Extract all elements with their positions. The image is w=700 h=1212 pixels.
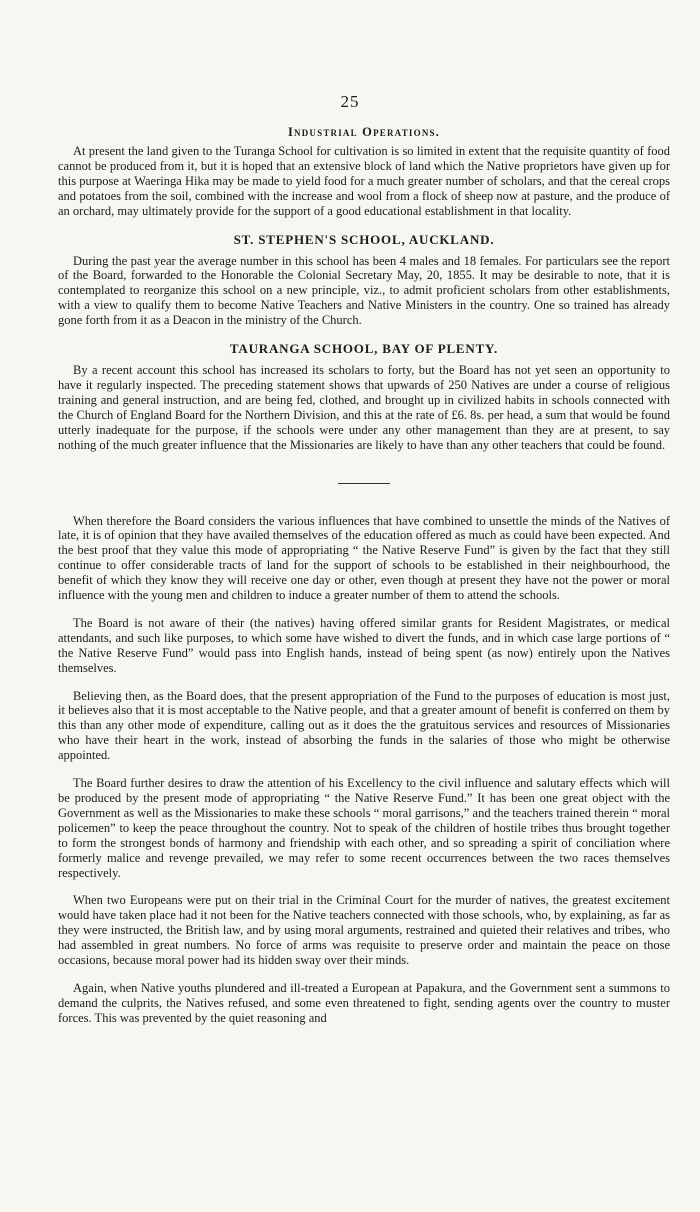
paragraph-civil-influence: The Board further desires to draw the attention of his Excellency to the civil influence and salutary effects which will be produced by the present mode of appropriating “ the Native Reserve Fund.” It has been one great object with the Government as well as the Missionaries to make these schools “ moral garrisons,” and the teachers trained therein “ moral policemen” to keep the peace throughout the country. Not to speak of the children of hostile tribes thus brought together to form the strongest bonds of harmony and friendship with each other, and so spreading a spirit of conciliation where formerly malice and revenge prevailed, we may refer to some recent occurrences between the two races themselves respectively. (58, 776, 670, 880)
paragraph-criminal-court: When two Europeans were put on their trial in the Criminal Court for the murder of natives, the greatest excitement would have taken place had it not been for the Native teachers connected with those schools, who, by explaining, as far as they were instructed, the British law, and by using moral arguments, restrained and quieted their relatives and tribes, who had assembled in great numbers. No force of arms was requisite to preserve order and maintain the peace on those occasions, because moral power had its hidden sway over their minds. (58, 893, 670, 968)
paragraph-board-considers: When therefore the Board considers the various influences that have combined to unsettle the minds of the Natives of late, it is of opinion that they have availed themselves of the education offered as much as could have been expected. And the best proof that they value this mode of appropriating “ the Native Reserve Fund” is given by the fact that they still continue to offer considerable tracts of land for the support of schools to be established in their neighbourhood, the benefit of which they know they will receive one day or other, even though at present they have not the power or moral influence with the young men and children to induce a greater number of them to attend the schools. (58, 513, 670, 603)
section-divider (338, 483, 390, 484)
paragraph-papakura: Again, when Native youths plundered and ill-treated a European at Papakura, and the Government sent a summons to demand the culprits, the Natives refused, and some even threatened to fight, sending agents over the country to muster forces. This was prevented by the quiet reasoning and (58, 980, 670, 1025)
document-page (58, 88, 670, 1026)
paragraph-tauranga-school: By a recent account this school has increased its scholars to forty, but the Board has not yet seen an opportunity to have it regularly inspected. The preceding statement shows that upwards of 250 Natives are under a course of religious training and general instruction, and are being fed, clothed, and brought up in civilized habits in schools connected with the Church of England Board for the Northern Division, and this at the rate of £6. 8s. per head, a sum that would be found utterly inadequate for the purpose, if the schools were under any other management than they are at present, to say nothing of the much greater influence that the Missionaries are likely to have than any other teachers that could be found. (58, 363, 670, 452)
page-number: 25 (340, 92, 360, 111)
section-heading-industrial-operations: Industrial Operations. (287, 125, 441, 139)
section-heading-st-stephens-school: ST. STEPHEN'S SCHOOL, AUCKLAND. (233, 231, 495, 247)
paragraph-believing-then: Believing then, as the Board does, that the present appropriation of the Fund to the purposes of education is most just, it believes also that it is most acceptable to the Native people, and that a greater amount of benefit is conferred on them by this than any other mode of expenditure, calling out as it does the the gratuitous services and resources of Missionaries who have their heart in the work, instead of absorbing the funds in the salaries of those who might be otherwise appointed. (58, 688, 670, 763)
section-heading-tauranga-school: TAURANGA SCHOOL, BAY OF PLENTY. (229, 341, 499, 357)
paragraph-st-stephens-school: During the past year the average number in this school has been 4 males and 18 females. For particulars see the report of the Board, forwarded to the Honorable the Colonial Secretary May, 20, 1855. It may be desirable to note, that it is contemplated to reorganize this school on a new principle, viz., to admit proficient scholars from other establishments, with a view to qualify them to become Native Teachers and Native Ministers in the country. One so trained has already gone forth from it as a Deacon in the ministry of the Church. (58, 253, 670, 328)
paragraph-industrial-operations: At present the land given to the Turanga School for cultivation is so limited in extent that the requisite quantity of food cannot be produced from it, but it is hoped that an extensive block of land which the Native proprietors have given up for this purpose at Waeringa Hika may be made to yield food for a much greater number of scholars, and that the cereal crops and potatoes from the soil, combined with the increase and wool from a flock of sheep now at pasture, and the produce of an orchard, may ultimately provide for the support of a good educational establishment in that locality. (58, 144, 670, 218)
paragraph-board-not-aware: The Board is not aware of their (the natives) having offered similar grants for Resident Magistrates, or medical attendants, and such like purposes, to which some have wished to divert the funds, and in which case large portions of “ the Native Reserve Fund” would pass into English hands, instead of being spent (as now) entirely upon the Natives themselves. (58, 615, 670, 675)
